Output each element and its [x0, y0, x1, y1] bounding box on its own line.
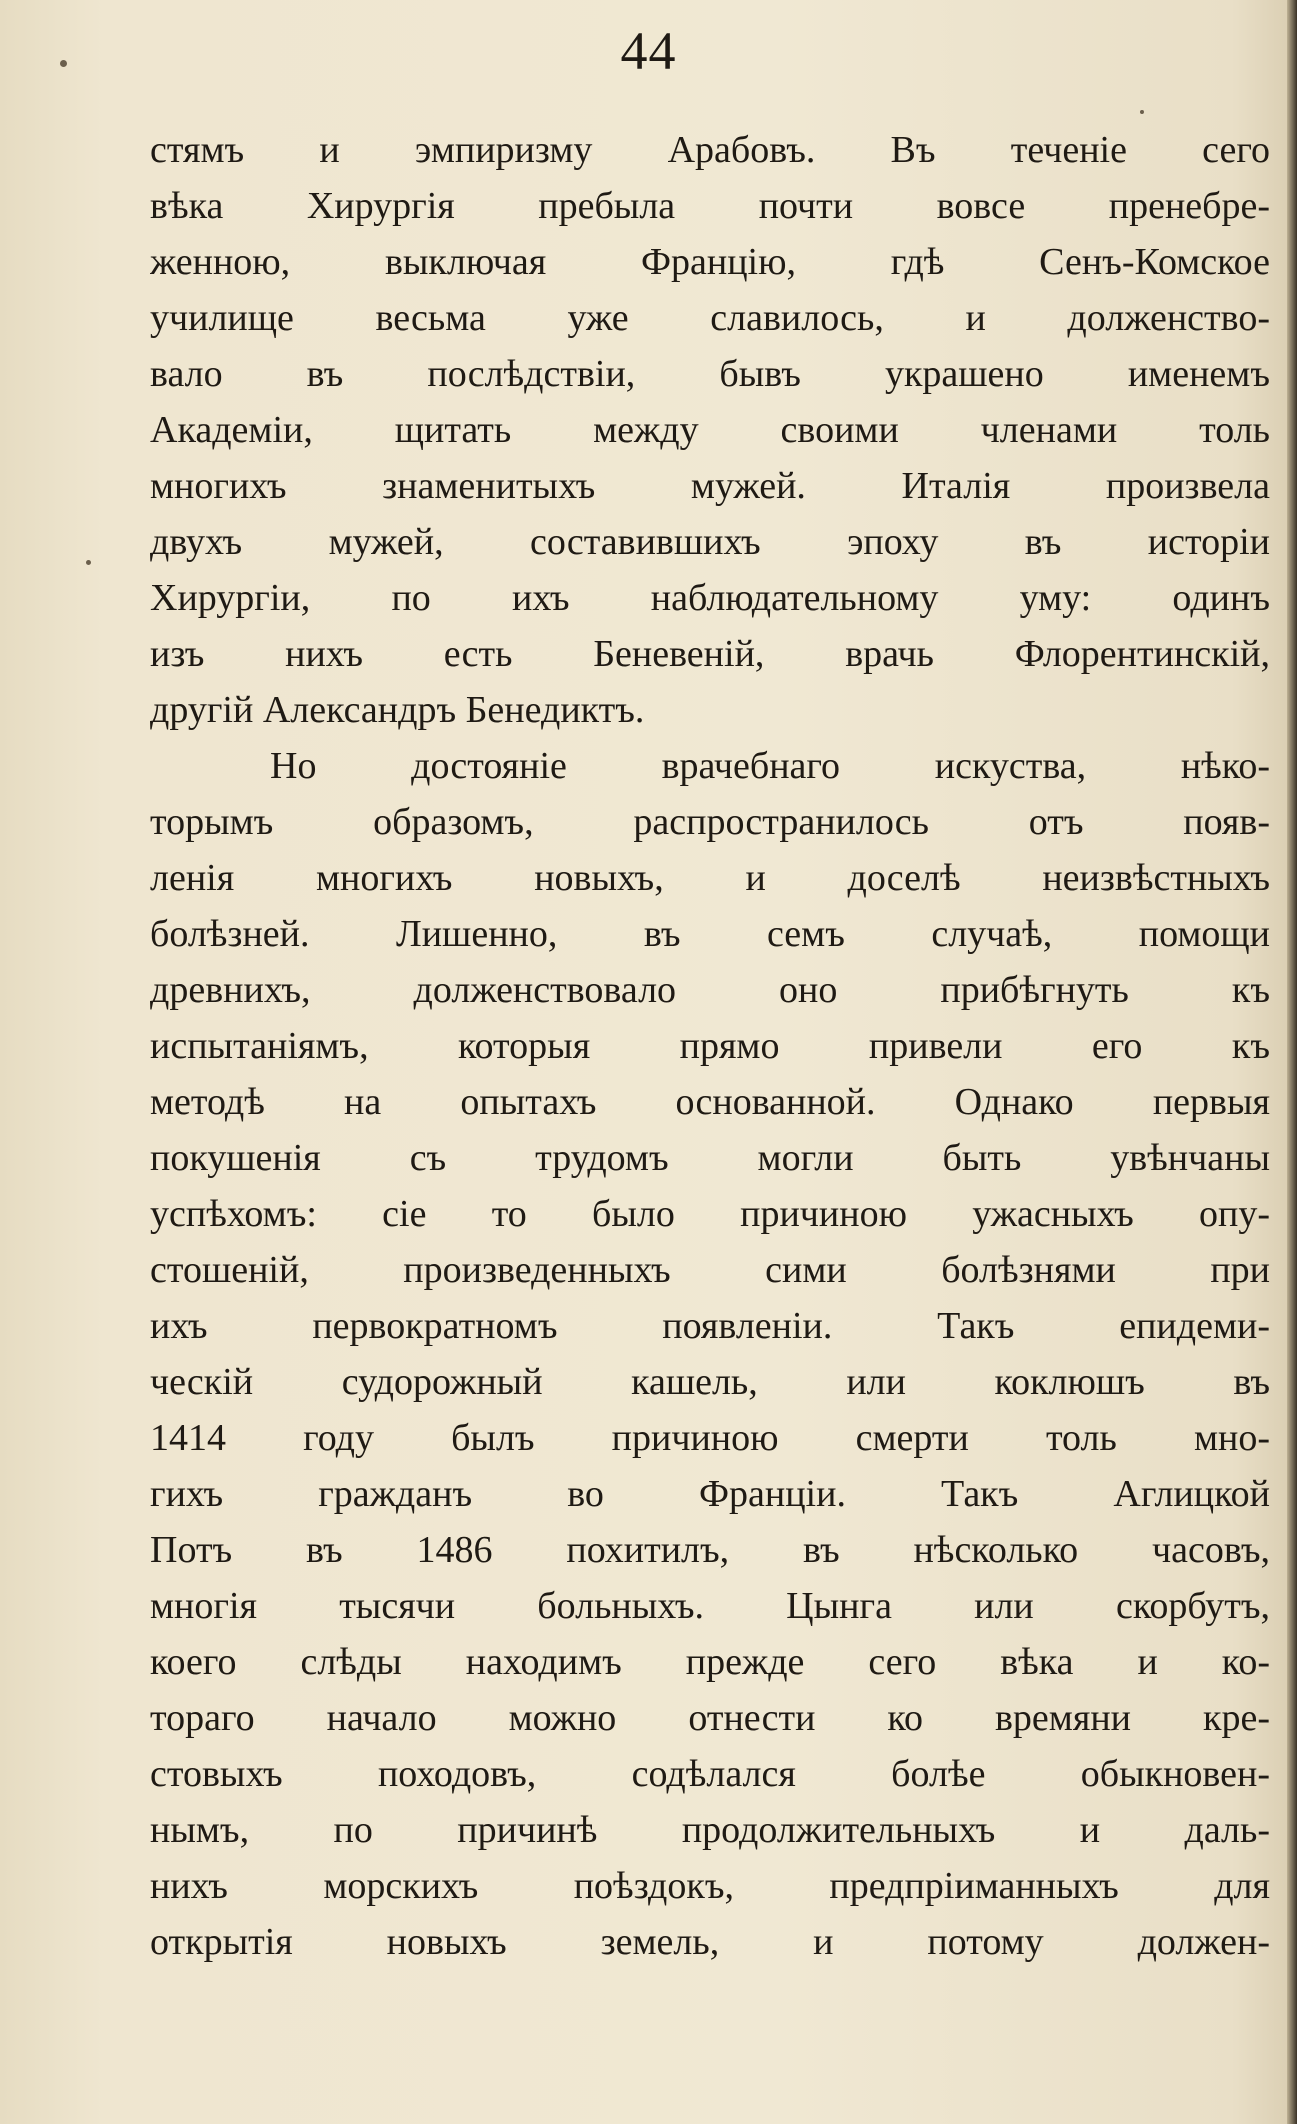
text-line: открытія новыхъ земель, и потому должен- [150, 1921, 1270, 1963]
text-line: торымъ образомъ, распространилось отъ появ- [150, 801, 1270, 843]
body-text [150, 122, 1270, 1970]
text-line: двухъ мужей, составившихъ эпоху въ исторіи [150, 521, 1270, 563]
text-line: стовыхъ походовъ, содѣлался болѣе обыкновен- [150, 1753, 1270, 1795]
text-line: многихъ знаменитыхъ мужей. Италія произвела [150, 465, 1270, 507]
text-line: испытаніямъ, которыя прямо привели его къ [150, 1025, 1270, 1067]
text-line: болѣзней. Лишенно, въ семъ случаѣ, помощи [150, 913, 1270, 955]
text-line: покушенія съ трудомъ могли быть увѣнчаны [150, 1137, 1270, 1179]
text-line: древнихъ, долженствовало оно прибѣгнуть къ [150, 969, 1270, 1011]
paper-speck [1140, 110, 1144, 114]
text-line: женною, выключая Францію, гдѣ Сенъ-Комское [150, 241, 1270, 283]
text-line: стямъ и эмпиризму Арабовъ. Въ теченіе сего [150, 129, 1270, 171]
text-line: 1414 году былъ причиною смерти толь мно- [150, 1417, 1270, 1459]
page-edge-shadow [1287, 0, 1297, 2124]
paper-speck [86, 560, 91, 565]
paragraph-first-line: Но достояніе врачебнаго искуства, нѣко- [270, 745, 1270, 787]
text-line: ческій судорожный кашель, или коклюшъ въ [150, 1361, 1270, 1403]
text-line: нымъ, по причинѣ продолжительныхъ и даль- [150, 1809, 1270, 1851]
text-line: Потъ въ 1486 похитилъ, въ нѣсколько часовъ, [150, 1529, 1270, 1571]
text-line: Хирургіи, по ихъ наблюдательному уму: одинъ [150, 577, 1270, 619]
text-line: ленія многихъ новыхъ, и доселѣ неизвѣстныхъ [150, 857, 1270, 899]
text-line: многія тысячи больныхъ. Цынга или скорбутъ, [150, 1585, 1270, 1627]
text-line: Академіи, щитать между своими членами толь [150, 409, 1270, 451]
text-line: гихъ гражданъ во Франціи. Такъ Аглицкой [150, 1473, 1270, 1515]
text-line: другій Александръ Бенедиктъ. [150, 689, 645, 731]
page-number: 44 [620, 21, 677, 81]
text-line: коего слѣды находимъ прежде сего вѣка и ко- [150, 1641, 1270, 1683]
text-line: вѣка Хирургія пребыла почти вовсе пренебре- [150, 185, 1270, 227]
text-line: изъ нихъ есть Беневеній, врачь Флорентинскій, [150, 633, 1270, 675]
text-line: успѣхомъ: сіе то было причиною ужасныхъ опу- [150, 1193, 1270, 1235]
text-line: стошеній, произведенныхъ сими болѣзнями при [150, 1249, 1270, 1291]
text-line: ихъ первократномъ появленіи. Такъ епидеми- [150, 1305, 1270, 1347]
text-line: вало въ послѣдствіи, бывъ украшено именемъ [150, 353, 1270, 395]
text-line: методѣ на опытахъ основанной. Однако первыя [150, 1081, 1270, 1123]
text-line: нихъ морскихъ поѣздокъ, предпріиманныхъ для [150, 1865, 1270, 1907]
text-line: тораго начало можно отнести ко времяни кре- [150, 1697, 1270, 1739]
text-line: училище весьма уже славилось, и долженство- [150, 297, 1270, 339]
